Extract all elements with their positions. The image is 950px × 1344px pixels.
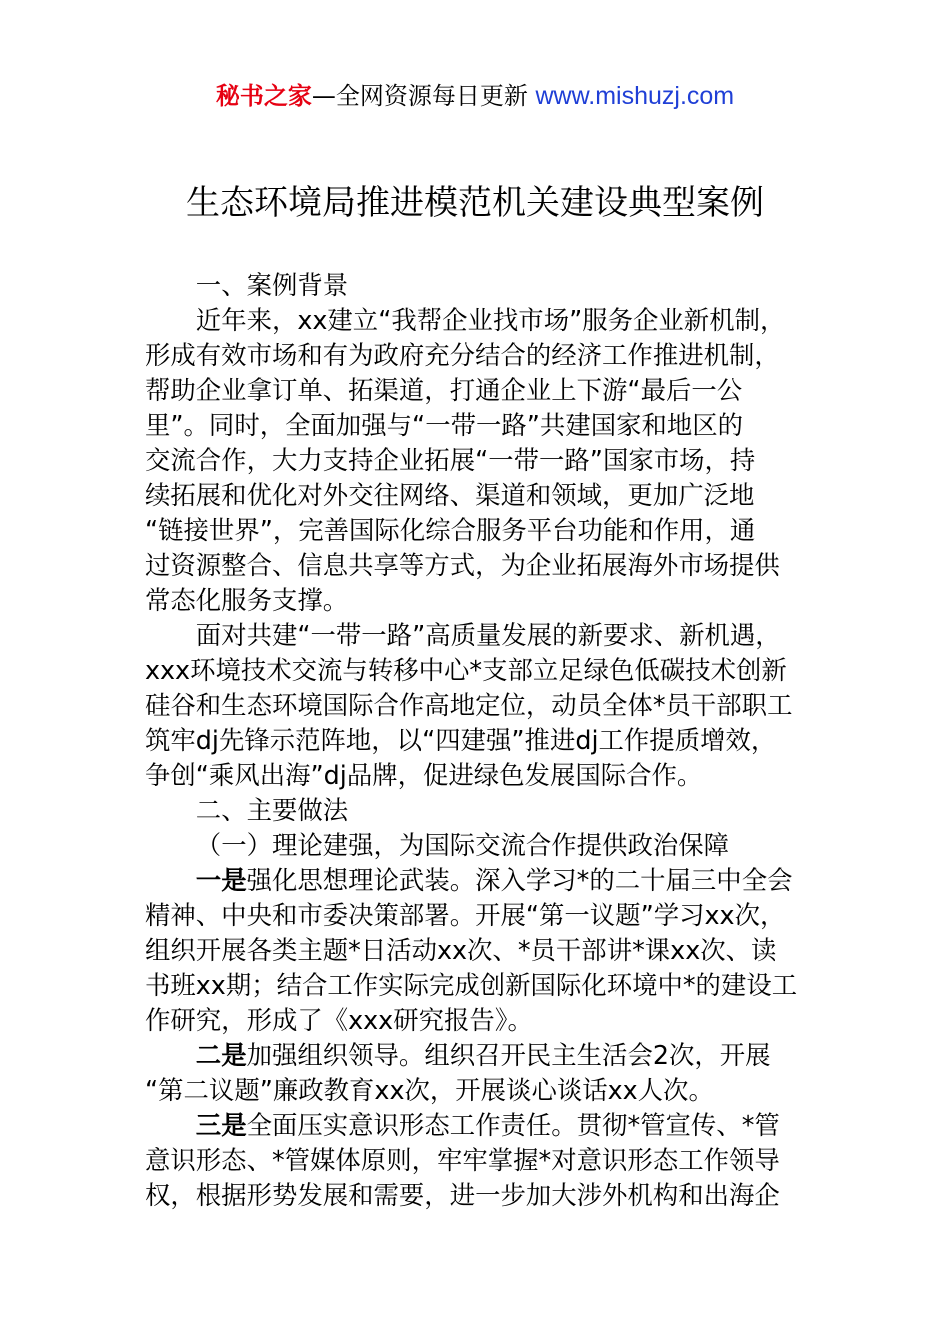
body-paragraph bbox=[145, 1108, 835, 1213]
site-header bbox=[0, 80, 950, 112]
document-title: 生态环境局推进模范机关建设典型案例 bbox=[186, 183, 764, 223]
body-paragraph: 面对共建“一带一路”高质量发展的新要求、新机遇， xxx环境技术交流与转移中心*支部立足绿色低碳技术创新 硅谷和生态环境国际合作高地定位，动员全体*员干部职工 筑牢dj先锋示范阵地，以“四建强”推进dj工作提质增效， 争创“乘风出海”dj品牌，促进绿色发展国际合作。 bbox=[145, 620, 793, 790]
section-heading-methods: 二、主要做法 bbox=[195, 795, 349, 825]
body-paragraph: 近年来，xx建立“我帮企业找市场”服务企业新机制， 形成有效市场和有为政府充分结合的经济工作推进机制， 帮助企业拿订单、拓渠道，打通企业上下游“最后一公 里”。同时，全面加强与“一带一路”共建国家和地区的 交流合作，大力支持企业拓展“一带一路”国家市场，持 续拓展和优化对外交往网络、渠道和领域，更加广泛地 “链接世界”，完善国际化综合服务平台功能和作用，通 过资源整合、信息共享等方式，为企业拓展海外市场提供 常态化服务支撑。 bbox=[145, 305, 786, 615]
body-paragraph bbox=[145, 863, 835, 1038]
body-paragraph bbox=[145, 1038, 835, 1108]
site-name: 秘书之家 bbox=[215, 82, 312, 110]
paragraph-text: 加强组织领导。组织召开民主生活会2次，开展 “第二议题”廉政教育xx次，开展谈心谈话xx人次。 bbox=[145, 1040, 771, 1105]
lead-phrase: 三是 bbox=[195, 1110, 247, 1140]
paragraph-text: 强化思想理论武装。深入学习*的二十届三中全会 精神、中央和市委决策部署。开展“第一议题”学习xx次， 组织开展各类主题*日活动xx次、*员干部讲*课xx次、读 书班xx期；结合工作实际完成创新国际化环境中*的建设工 作研究，形成了《xxx研究报告》。 bbox=[145, 865, 798, 1035]
lead-phrase: 一是 bbox=[195, 865, 247, 895]
subsection-heading: （一）理论建强，为国际交流合作提供政治保障 bbox=[195, 830, 729, 860]
paragraph-text: 全面压实意识形态工作责任。贯彻*管宣传、*管 意识形态、*管媒体原则，牢牢掌握*对意识形态工作领导 权，根据形势发展和需要，进一步加大涉外机构和出海企 bbox=[145, 1110, 780, 1210]
site-url-link[interactable]: www.mishuzj.com bbox=[535, 82, 735, 110]
site-tagline: —全网资源每日更新 bbox=[311, 82, 528, 110]
section-heading-background: 一、案例背景 bbox=[195, 270, 349, 300]
document-body bbox=[145, 268, 835, 1213]
lead-phrase: 二是 bbox=[195, 1040, 247, 1070]
